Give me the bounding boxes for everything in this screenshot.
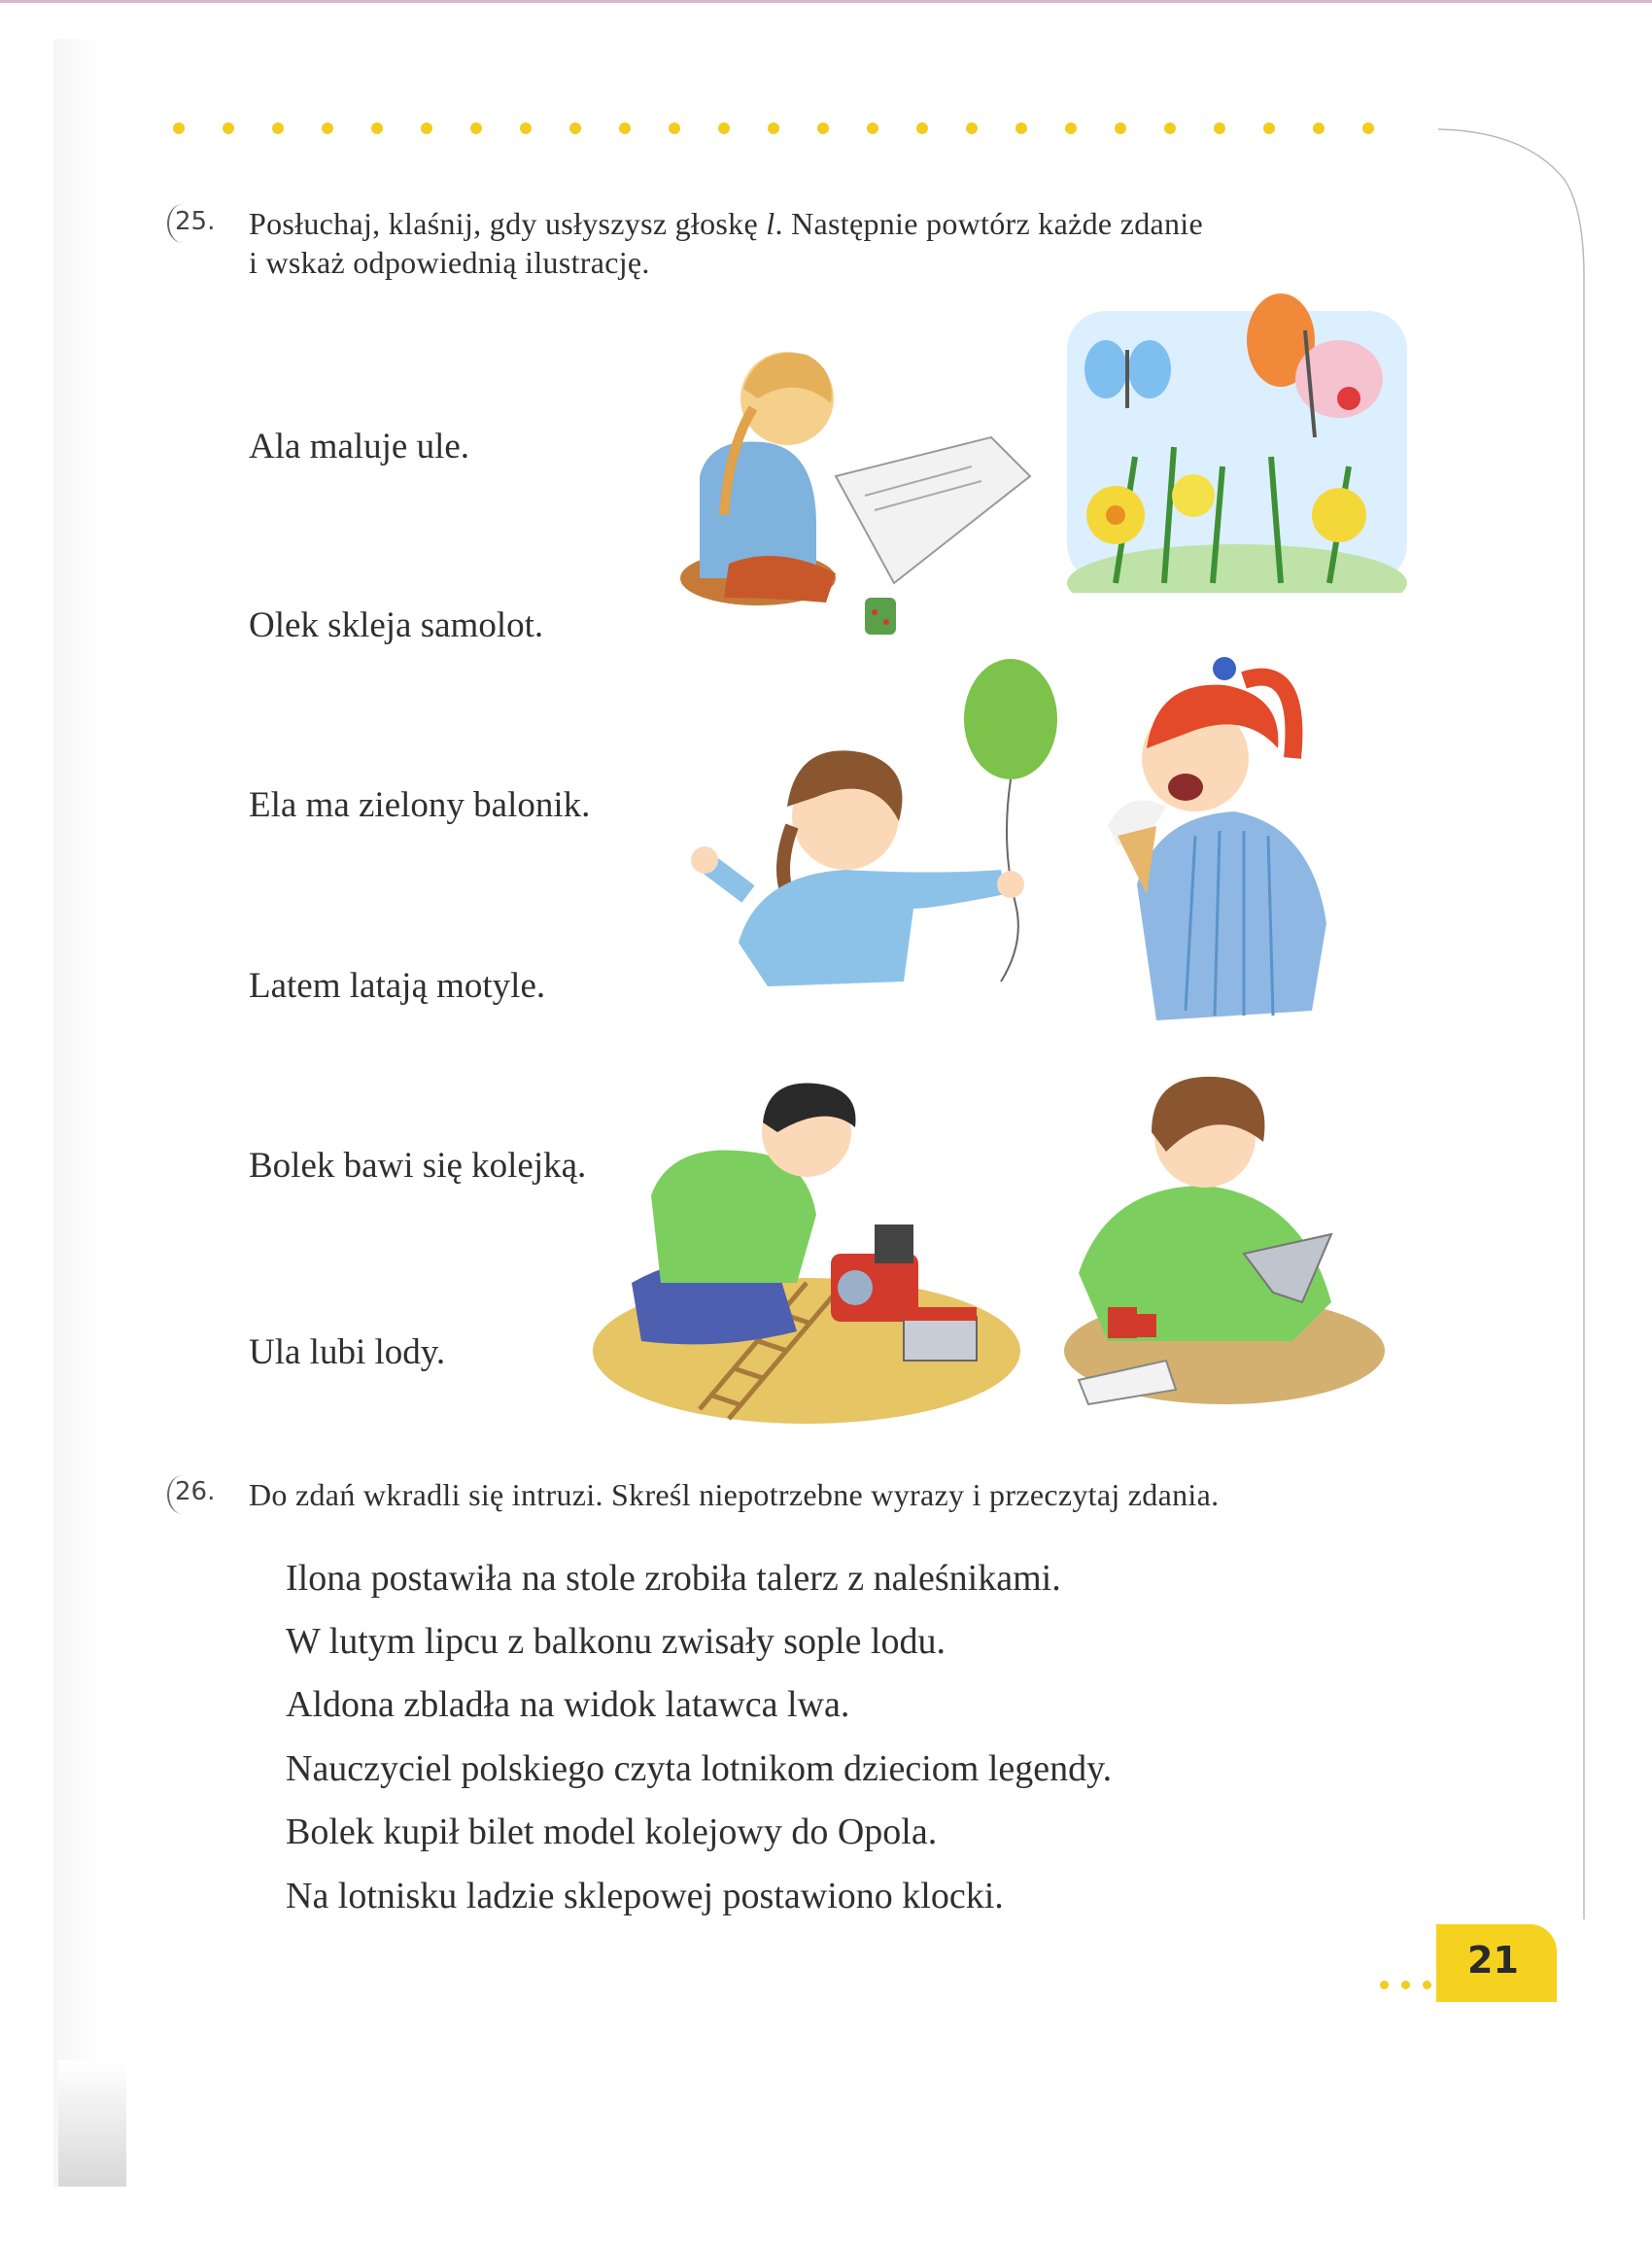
page-corner-shadow <box>58 2060 126 2187</box>
header-dot <box>173 122 185 134</box>
header-dot <box>916 122 928 134</box>
girl-with-ice-cream-illustration <box>1079 641 1351 1030</box>
page-number: 21 <box>1467 1939 1519 1982</box>
header-dot <box>966 122 978 134</box>
sentence-5: Bolek bawi się kolejką. <box>249 1146 587 1186</box>
header-dot <box>272 122 284 134</box>
exercise-26-line-6: Na lotnisku ladzie sklepowej postawiono klocki. <box>286 1876 1004 1916</box>
header-dot <box>520 122 532 134</box>
girl-painting-illustration <box>671 330 1040 641</box>
girl-with-balloon-illustration <box>680 651 1059 1020</box>
page-tab-dot <box>1401 1981 1410 1989</box>
header-dot <box>371 122 383 134</box>
sentence-1: Ala maluje ule. <box>249 427 470 466</box>
header-dot <box>1263 122 1275 134</box>
exercise-26-line-3: Aldona zbladła na widok latawca lwa. <box>286 1684 850 1725</box>
header-dot <box>619 122 631 134</box>
instruction-letter: l <box>766 206 775 241</box>
header-dot <box>223 122 234 134</box>
exercise-26-line-2: W lutym lipcu z balkonu zwisały sople lodu. <box>286 1621 946 1662</box>
header-dot <box>669 122 680 134</box>
header-dot <box>1362 122 1374 134</box>
header-dot <box>867 122 878 134</box>
instruction-text-end: . Następnie powtórz każde zdanie <box>774 206 1204 241</box>
exercise-25-instruction <box>249 204 1444 282</box>
instruction-text: Posłuchaj, klaśnij, gdy usłyszysz głoskę <box>249 206 767 241</box>
exercise-26-line-5: Bolek kupił bilet model kolejowy do Opola. <box>286 1811 938 1852</box>
header-dot <box>322 122 333 134</box>
sentence-4: Latem latają motyle. <box>249 966 546 1006</box>
header-dot <box>1065 122 1077 134</box>
header-dot <box>1115 122 1126 134</box>
page-tab-dot <box>1423 1981 1431 1989</box>
header-dot <box>768 122 779 134</box>
header-dot <box>421 122 432 134</box>
boy-gluing-airplane-illustration <box>1050 1059 1390 1419</box>
boy-playing-with-train-illustration <box>583 1059 1020 1429</box>
page-left-edge <box>53 39 102 2187</box>
instruction-text-line2: i wskaż odpowiednią ilustrację. <box>249 245 650 280</box>
sentence-2: Olek skleja samolot. <box>249 605 544 645</box>
header-dot <box>1313 122 1325 134</box>
exercise-26-line-4: Nauczyciel polskiego czyta lotnikom dzieciom legendy. <box>286 1748 1113 1789</box>
exercise-26-line-1: Ilona postawiła na stole zrobiła talerz z naleśnikami. <box>286 1558 1061 1599</box>
page-tab-dot <box>1380 1981 1389 1989</box>
header-dot <box>470 122 482 134</box>
header-dot <box>1015 122 1027 134</box>
dotted-header-decoration <box>173 117 1397 138</box>
butterflies-flowers-illustration <box>1057 292 1417 593</box>
exercise-26-instruction: Do zdań wkradli się intruzi. Skreśl niepotrzebne wyrazy i przeczytaj zdania. <box>249 1477 1220 1512</box>
header-dot <box>1214 122 1225 134</box>
sentence-3: Ela ma zielony balonik. <box>249 785 591 825</box>
header-dot <box>718 122 730 134</box>
header-dot <box>569 122 581 134</box>
exercise-25-number: 25. <box>175 207 216 236</box>
exercise-26-number: 26. <box>175 1477 216 1506</box>
header-dot <box>1164 122 1176 134</box>
sentence-6: Ula lubi lody. <box>249 1332 446 1372</box>
page-border-curve <box>1438 121 1603 1919</box>
header-dot <box>817 122 829 134</box>
top-rule <box>0 0 1652 3</box>
